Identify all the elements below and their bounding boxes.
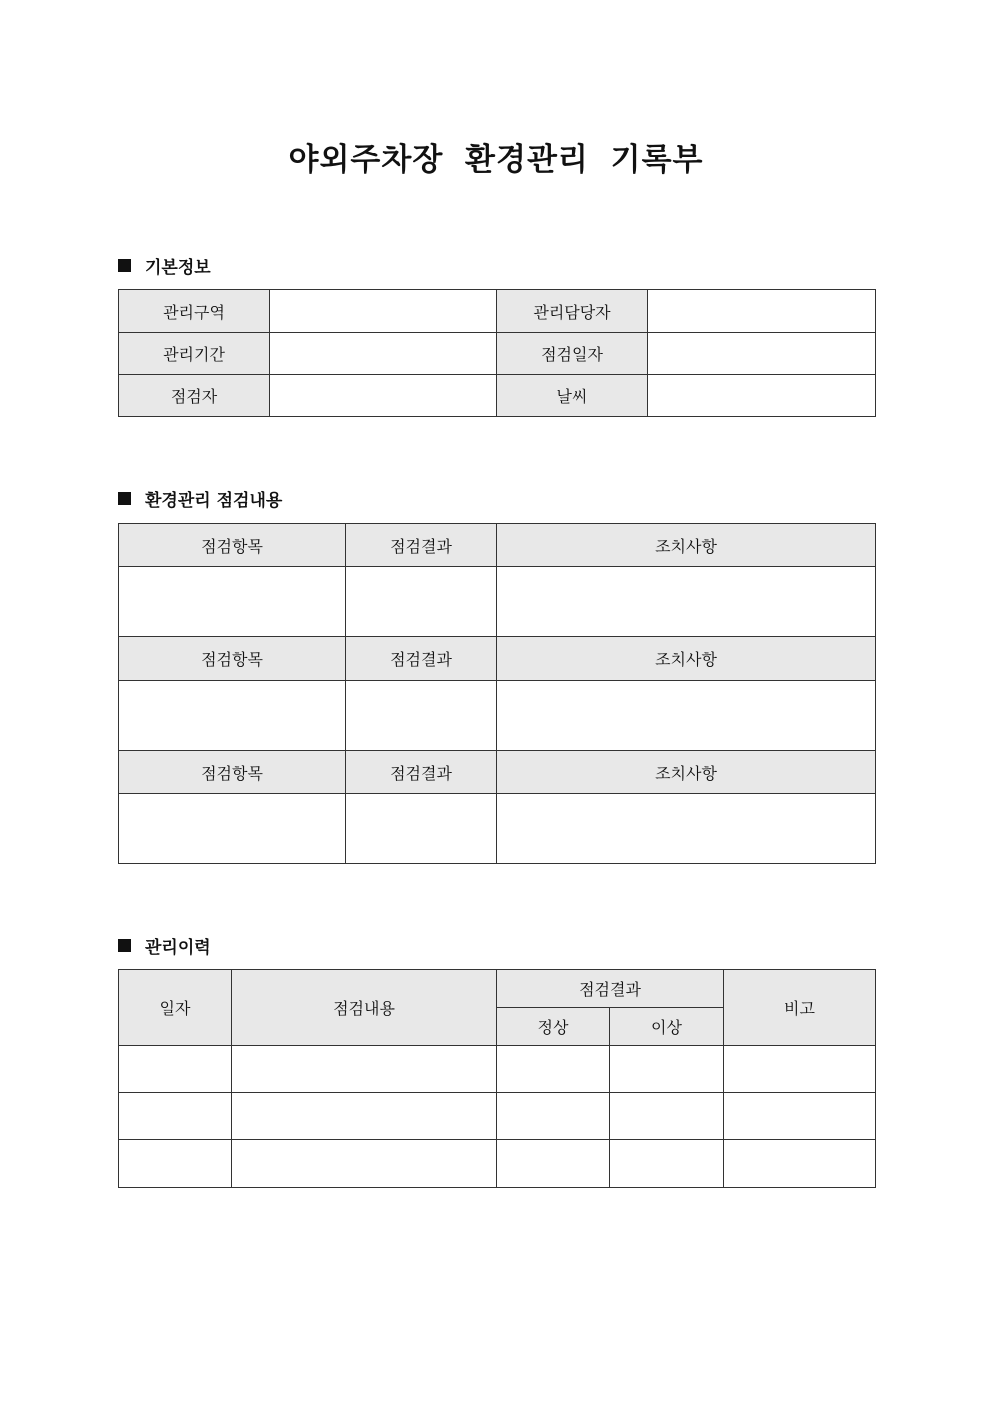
table-row xyxy=(119,333,876,375)
inspection-result-field[interactable] xyxy=(346,681,497,751)
remarks-field[interactable] xyxy=(724,1140,876,1188)
section-heading-history xyxy=(118,933,211,958)
manager-field[interactable] xyxy=(648,290,876,333)
header-cell-action: 조치사항 xyxy=(497,524,876,567)
table-header-row xyxy=(119,524,876,567)
table-row xyxy=(119,375,876,417)
remarks-field[interactable] xyxy=(724,1093,876,1140)
section-heading-basic-info xyxy=(118,253,211,278)
basic-info-table xyxy=(118,289,876,417)
header-cell-abnormal: 이상 xyxy=(610,1008,724,1046)
table-row xyxy=(119,290,876,333)
header-cell-action: 조치사항 xyxy=(497,751,876,794)
header-cell-item: 점검항목 xyxy=(119,751,346,794)
label-cell: 점검자 xyxy=(119,375,270,417)
table-header-row xyxy=(119,751,876,794)
header-cell-result: 점검결과 xyxy=(346,751,497,794)
header-cell-item: 점검항목 xyxy=(119,637,346,681)
management-area-field[interactable] xyxy=(270,290,497,333)
section-heading-inspection xyxy=(118,486,282,511)
table-header-row xyxy=(119,637,876,681)
normal-field[interactable] xyxy=(497,1093,610,1140)
weather-field[interactable] xyxy=(648,375,876,417)
table-row xyxy=(119,1093,876,1140)
header-cell-result: 점검결과 xyxy=(346,524,497,567)
header-cell-normal: 정상 xyxy=(497,1008,610,1046)
inspection-item-field[interactable] xyxy=(119,794,346,864)
square-bullet-icon xyxy=(118,492,131,505)
table-row xyxy=(119,681,876,751)
date-field[interactable] xyxy=(119,1093,232,1140)
content-field[interactable] xyxy=(232,1140,497,1188)
header-cell-action: 조치사항 xyxy=(497,637,876,681)
label-cell: 날씨 xyxy=(497,375,648,417)
table-header-row xyxy=(119,970,876,1008)
action-taken-field[interactable] xyxy=(497,794,876,864)
remarks-field[interactable] xyxy=(724,1046,876,1093)
inspection-item-field[interactable] xyxy=(119,681,346,751)
inspection-table xyxy=(118,523,876,864)
square-bullet-icon xyxy=(118,259,131,272)
table-row xyxy=(119,1046,876,1093)
content-field[interactable] xyxy=(232,1093,497,1140)
inspection-item-field[interactable] xyxy=(119,567,346,637)
section-heading-label: 환경관리 점검내용 xyxy=(145,491,283,511)
header-cell-result: 점검결과 xyxy=(346,637,497,681)
label-cell: 관리구역 xyxy=(119,290,270,333)
header-cell-result: 점검결과 xyxy=(497,970,724,1008)
inspection-date-field[interactable] xyxy=(648,333,876,375)
label-cell: 관리기간 xyxy=(119,333,270,375)
header-cell-item: 점검항목 xyxy=(119,524,346,567)
section-heading-label: 기본정보 xyxy=(145,258,211,278)
normal-field[interactable] xyxy=(497,1046,610,1093)
history-table xyxy=(118,969,876,1188)
abnormal-field[interactable] xyxy=(610,1046,724,1093)
page-title: 야외주차장 환경관리 기록부 xyxy=(288,142,704,178)
label-cell: 점검일자 xyxy=(497,333,648,375)
normal-field[interactable] xyxy=(497,1140,610,1188)
header-cell-date: 일자 xyxy=(119,970,232,1046)
table-row xyxy=(119,567,876,637)
abnormal-field[interactable] xyxy=(610,1140,724,1188)
action-taken-field[interactable] xyxy=(497,567,876,637)
header-cell-content: 점검내용 xyxy=(232,970,497,1046)
table-row xyxy=(119,794,876,864)
content-field[interactable] xyxy=(232,1046,497,1093)
inspector-field[interactable] xyxy=(270,375,497,417)
inspection-result-field[interactable] xyxy=(346,794,497,864)
inspection-result-field[interactable] xyxy=(346,567,497,637)
header-cell-remarks: 비고 xyxy=(724,970,876,1046)
management-period-field[interactable] xyxy=(270,333,497,375)
date-field[interactable] xyxy=(119,1140,232,1188)
abnormal-field[interactable] xyxy=(610,1093,724,1140)
section-heading-label: 관리이력 xyxy=(145,938,211,958)
label-cell: 관리담당자 xyxy=(497,290,648,333)
date-field[interactable] xyxy=(119,1046,232,1093)
table-row xyxy=(119,1140,876,1188)
square-bullet-icon xyxy=(118,939,131,952)
action-taken-field[interactable] xyxy=(497,681,876,751)
